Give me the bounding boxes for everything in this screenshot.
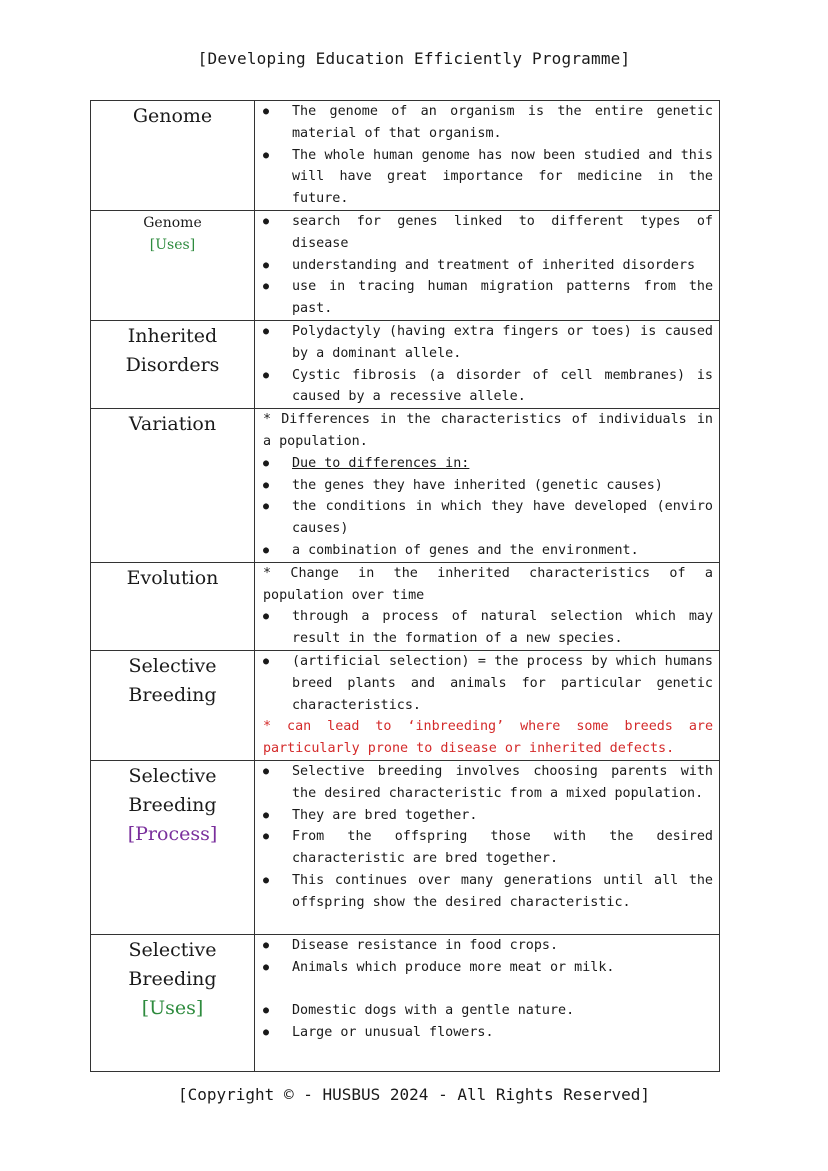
page-footer: [Copyright © - HUSBUS 2024 - All Rights Reserved] <box>177 1085 650 1104</box>
description-cell <box>255 409 720 563</box>
term-tag: [Uses] <box>141 996 204 1019</box>
list-item: ● Disease resistance in food crops. <box>263 935 713 957</box>
term-cell <box>91 650 255 760</box>
list-item: ● through a process of natural selection which may result in the formation of a new species. <box>263 606 713 650</box>
table-row <box>91 101 720 211</box>
term-label: Inherited Disorders <box>125 324 220 376</box>
list-item: ● Selective breeding involves choosing parents with the desired characteristic from a mixed population. <box>263 761 713 805</box>
definition-text: * Differences in the characteristics of individuals in a population. <box>263 412 713 449</box>
term-cell <box>91 101 255 211</box>
description-cell <box>255 650 720 760</box>
term-cell <box>91 409 255 563</box>
list-item: ● Large or unusual flowers. <box>263 1022 713 1044</box>
table-row <box>91 760 720 934</box>
list-item: ● the conditions in which they have developed (enviro causes) <box>263 496 713 540</box>
term-label: Selective Breeding <box>128 764 217 816</box>
list-item: ● a combination of genes and the environment. <box>263 540 713 562</box>
definition-text: * Change in the inherited characteristics of a population over time <box>263 565 713 603</box>
list-item: ● Cystic fibrosis (a disorder of cell membranes) is caused by a recessive allele. <box>263 365 713 409</box>
table-row <box>91 934 720 1071</box>
term-label: Genome <box>143 214 202 231</box>
list-item: ● The genome of an organism is the entire genetic material of that organism. <box>263 101 713 145</box>
revision-table <box>90 100 720 1072</box>
term-label: Variation <box>128 413 217 436</box>
term-label: Selective Breeding <box>128 938 217 990</box>
table-row <box>91 320 720 408</box>
description-cell <box>255 320 720 408</box>
term-cell <box>91 210 255 320</box>
term-cell <box>91 320 255 408</box>
list-item: ● Domestic dogs with a gentle nature. <box>263 1000 713 1022</box>
description-cell <box>255 562 720 650</box>
description-cell <box>255 101 720 211</box>
table-row <box>91 650 720 760</box>
list-item: ● understanding and treatment of inherited disorders <box>263 255 713 277</box>
term-tag: [Uses] <box>149 236 196 253</box>
list-item: ● They are bred together. <box>263 805 713 827</box>
term-tag: [Process] <box>127 822 218 845</box>
list-item: ● Polydactyly (having extra fingers or toes) is caused by a dominant allele. <box>263 321 713 365</box>
description-cell <box>255 934 720 1071</box>
list-item: ● From the offspring those with the desired characteristic are bred together. <box>263 826 713 870</box>
list-item: ● search for genes linked to different types of disease <box>263 211 713 255</box>
list-item: ● Due to differences in: <box>263 453 713 475</box>
list-item: ● Animals which produce more meat or milk. <box>263 957 713 979</box>
term-label: Genome <box>132 105 213 127</box>
description-cell <box>255 210 720 320</box>
term-label: Evolution <box>126 566 219 589</box>
table-row <box>91 562 720 650</box>
list-item: ● the genes they have inherited (genetic causes) <box>263 475 713 497</box>
term-cell <box>91 760 255 934</box>
warning-text: * can lead to ‘inbreeding’ where some breeds are particularly prone to disease or inherited defects. <box>263 719 713 757</box>
term-cell <box>91 934 255 1071</box>
list-item: ● The whole human genome has now been studied and this will have great importance for medicine in the future. <box>263 145 713 210</box>
table-row <box>91 409 720 563</box>
description-cell <box>255 760 720 934</box>
list-item: ● use in tracing human migration patterns from the past. <box>263 276 713 320</box>
page-header: [Developing Education Efficiently Programme] <box>197 49 631 68</box>
term-label: Selective Breeding <box>128 654 217 706</box>
list-item: ● This continues over many generations until all the offspring show the desired characteristic. <box>263 870 713 914</box>
list-item: ● (artificial selection) = the process by which humans breed plants and animals for particular genetic characteristics. <box>263 651 713 716</box>
table-row <box>91 210 720 320</box>
term-cell <box>91 562 255 650</box>
